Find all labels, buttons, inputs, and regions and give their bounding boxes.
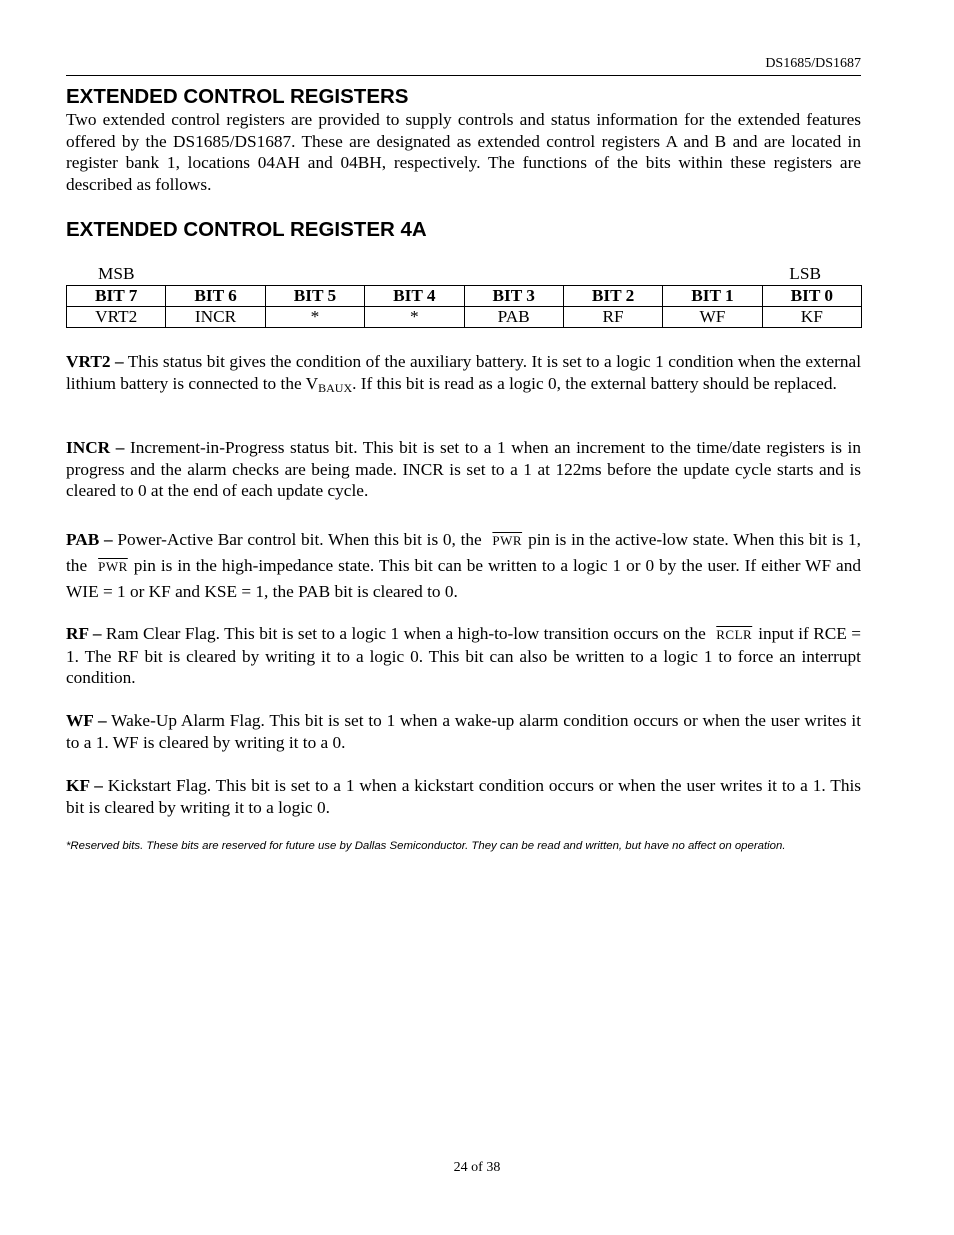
bit-header-cell: BIT 1 <box>663 286 762 307</box>
kf-text: Kickstart Flag. This bit is set to a 1 when a kickstart condition occurs or when the user writes it to a 1. This bit is cleared by writing it to a logic 0. <box>66 776 861 817</box>
bit-name-cell: * <box>265 307 364 328</box>
bit-header-cell: BIT 7 <box>67 286 166 307</box>
pab-text-2: pin is in the active-low state. When this bit is 1, the <box>66 530 861 575</box>
wf-term: WF – <box>66 711 107 730</box>
incr-text: Increment-in-Progress status bit. This bit is set to a 1 when an increment to the time/date registers is in progress and the alarm checks are being made. INCR is set to a 1 at 122ms before the update cycle starts and is cleared to 0 at the end of each update cycle. <box>66 438 861 500</box>
pwr-signal: $\overline{PWR}$ <box>98 559 128 574</box>
vrt2-text: This status bit gives the condition of the auxiliary battery. It is set to a logic 1 condition when the external lithium battery is connected to the V <box>66 352 861 393</box>
incr-description <box>66 437 861 502</box>
bit-name-row <box>67 307 862 328</box>
pab-text: Power-Active Bar control bit. When this bit is 0, the <box>112 530 482 549</box>
kf-description <box>66 775 861 818</box>
page-number: 24 of 38 <box>453 1160 501 1175</box>
lsb-label: LSB <box>789 264 821 283</box>
register-bit-table <box>66 285 862 328</box>
vrt2-term: VRT2 – <box>66 352 124 371</box>
section-intro-paragraph: Two extended control registers are provided to supply controls and status information for the extended features offered by the DS1685/DS1687. These are designated as extended control registers A and B and are located in register bank 1, locations 04AH and 04BH, respectively. The functions of the bits within these registers are described as follows. <box>66 110 861 194</box>
rf-text-2: input if RCE = 1. The RF bit is cleared by writing it to a logic 0. This bit can also be written to a logic 1 to force an interrupt condition. <box>66 624 861 687</box>
bit-name-cell: RF <box>563 307 662 328</box>
rf-description <box>66 623 861 689</box>
bit-header-cell: BIT 0 <box>762 286 861 307</box>
bit-header-cell: BIT 2 <box>563 286 662 307</box>
pab-text-3: pin is in the high-impedance state. This bit can be written to a logic 1 or 0 by the user. If either WF and WIE = 1 or KF and KSE = 1, the PAB bit is cleared to 0. <box>66 556 861 601</box>
section-heading-extended-control-registers: EXTENDED CONTROL REGISTERS <box>66 85 409 108</box>
rf-text: Ram Clear Flag. This bit is set to a logic 1 when a high-to-low transition occurs on the <box>101 624 706 643</box>
pab-term: PAB – <box>66 530 113 549</box>
msb-label: MSB <box>98 264 135 283</box>
vrt2-description <box>66 351 861 399</box>
vbaux-subscript: BAUX <box>318 380 353 395</box>
bit-name-cell: PAB <box>464 307 563 328</box>
rf-term: RF – <box>66 624 102 643</box>
pwr-signal: $\overline{PWR}$ <box>492 533 523 548</box>
bit-name-cell: KF <box>762 307 861 328</box>
rclr-signal: RCLR <box>716 627 753 642</box>
pab-description <box>66 527 861 604</box>
document-header <box>66 56 861 76</box>
bit-header-cell: BIT 3 <box>464 286 563 307</box>
bit-name-cell: VRT2 <box>67 307 166 328</box>
section-heading-register-4a: EXTENDED CONTROL REGISTER 4A <box>66 218 427 241</box>
bit-name-cell: WF <box>663 307 762 328</box>
incr-term: INCR – <box>66 438 125 457</box>
bit-name-cell: INCR <box>166 307 265 328</box>
bit-header-cell: BIT 5 <box>265 286 364 307</box>
kf-term: KF – <box>66 776 103 795</box>
bit-header-cell: BIT 6 <box>166 286 265 307</box>
bit-number-row <box>67 286 862 307</box>
reserved-bits-footnote: *Reserved bits. These bits are reserved for future use by Dallas Semiconductor. They can be read and written, but have no affect on operation. <box>66 840 786 852</box>
document-id: DS1685/DS1687 <box>765 56 861 71</box>
wf-description <box>66 710 861 753</box>
vrt2-text-continued: . If this bit is read as a logic 0, the external battery should be replaced. <box>352 373 837 393</box>
wf-text: Wake-Up Alarm Flag. This bit is set to 1 when a wake-up alarm condition occurs or when the user writes it to a 1. WF is cleared by writing it to a 0. <box>66 711 861 752</box>
bit-header-cell: BIT 4 <box>365 286 464 307</box>
bit-name-cell: * <box>365 307 464 328</box>
